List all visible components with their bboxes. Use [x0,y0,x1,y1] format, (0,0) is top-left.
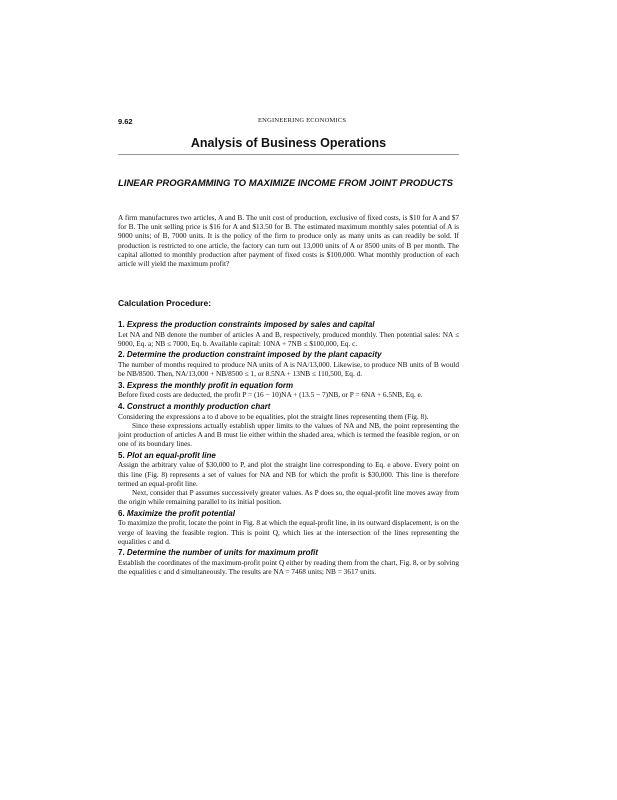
step-body [118,412,459,449]
step-title: Plot an equal-profit line [126,450,216,460]
step-2 [118,350,459,378]
step-paragraph: Since these expressions actually establish upper limits to the values of NA and NB, the point representing the joint production of articles A and B must lie either within the shaded area, which is termed the feasible region, or on one of its boundary lines. [118,420,459,449]
step-heading [118,451,459,461]
step-5 [118,451,459,507]
step-paragraph: Considering the expressions a to d above to be equalities, plot the straight lines representing them (Fig. 8). [118,411,429,421]
step-body [118,558,459,576]
step-paragraph: Assign the arbitrary value of $30,000 to P, and plot the straight line corresponding to Eq. e above. Every point on this line (Fig. 8) represents a set of values for NA and NB for which the profit is $30,000. This line is therefore termed an equal-profit line. [118,460,459,488]
calculation-heading: Calculation Procedure: [118,298,212,308]
step-6 [118,509,459,546]
calculation-steps [118,320,459,579]
step-heading [118,509,459,519]
step-body [118,330,459,348]
step-title: Construct a monthly production chart [126,402,271,412]
step-number: 7. [118,548,125,558]
problem-statement: A firm manufactures two articles, A and B. The unit cost of production, exclusive of fixed costs, is $10 for A and $7 for B. The unit selling price is $16 for A and $13.50 for B. The estimated maximum monthly sales potential of A is 9000 units; of B, 7000 units. It is the policy of the firm to produce only as many units as can readily be sold. If production is restricted to one article, the factory can turn out 13,000 units of A or 8500 units of B per month. The capital allotted to monthly production after payment of fixed costs is $100,000. What monthly production of each article will yield the maximum profit? [118,213,459,269]
problem-title: LINEAR PROGRAMMING TO MAXIMIZE INCOME FROM JOINT PRODUCTS [118,178,453,189]
step-body [118,360,459,378]
step-paragraph: The number of months required to produce NA units of A is NA/13,000. Likewise, to produce NB units of B would be NB/8500. Then, NA/13,000 + NB/8500 ≤ 1, or 8.5NA + 13NB ≤ 110,500, Eq. d. [118,359,459,379]
step-body [118,460,459,506]
step-title: Maximize the profit potential [126,508,235,518]
step-4 [118,402,459,448]
step-1 [118,320,459,348]
step-paragraph: Before fixed costs are deducted, the profit P = (16 − 10)NA + (13.5 − 7)NB, or P = 6NA + 6.5NB, Eq. e. [118,390,423,400]
step-number: 1. [118,320,125,329]
step-heading [118,548,459,558]
step-heading [118,402,459,412]
book-title: ENGINEERING ECONOMICS [258,117,347,124]
step-paragraph: Next, consider that P assumes successively greater values. As P does so, the equal-profit line moves away from the origin while remaining parallel to its initial position. [118,487,459,507]
step-number: 3. [118,380,125,390]
step-paragraph: Let NA and NB denote the number of articles A and B, respectively, produced monthly. Then potential sales: NA ≤ 9000, Eq. a; NB ≤ 7000, Eq. b. Available capital: 10NA + 7NB ≤ $100,000, Eq. c. [118,329,459,348]
running-head [118,117,458,129]
step-number: 2. [118,350,125,360]
step-number: 6. [118,508,125,518]
step-number: 4. [118,402,125,412]
step-paragraph: Establish the coordinates of the maximum-profit point Q either by reading them from the chart, Fig. 8, or by solving the equalities c and d simultaneously. The results are NA = 7468 units; NB = 3617 units. [118,557,459,577]
step-title: Express the production constraints imposed by sales and capital [126,320,375,329]
step-body [118,390,459,399]
section-rule [118,154,459,155]
step-paragraph: To maximize the profit, locate the point in Fig. 8 at which the equal-profit line, in its outward displacement, is on the verge of leaving the feasible region. This is point Q, which lies at the intersection of the lines representing the equalities c and d. [118,518,459,546]
step-title: Determine the production constraint imposed by the plant capacity [126,350,382,360]
step-heading [118,381,459,391]
step-3 [118,381,459,400]
step-body [118,518,459,546]
step-heading [118,350,459,360]
step-title: Determine the number of units for maximum profit [126,548,319,558]
page-number: 9.62 [118,117,133,126]
section-title: Analysis of Business Operations [190,136,387,150]
step-heading [118,320,459,330]
step-title: Express the monthly profit in equation form [126,380,294,390]
step-number: 5. [118,450,125,460]
step-7 [118,548,459,576]
